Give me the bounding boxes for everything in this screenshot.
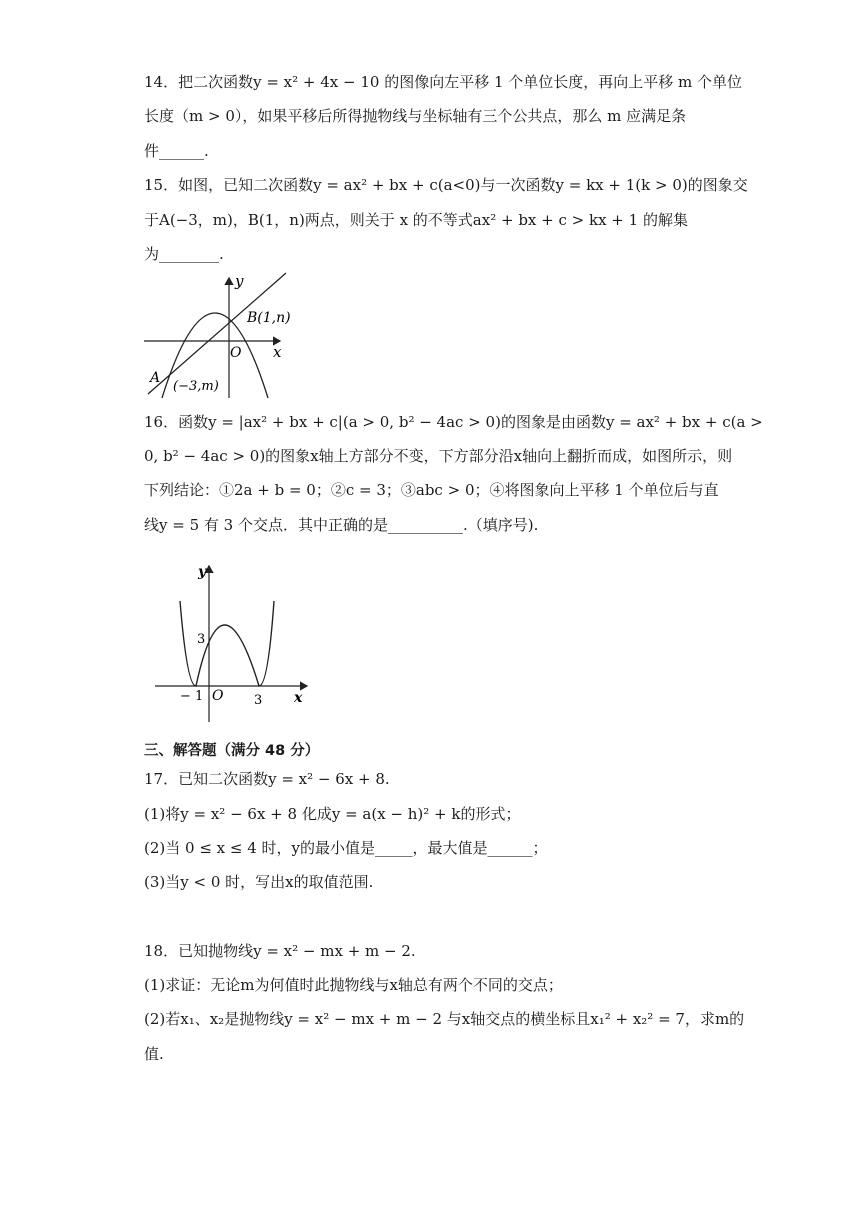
q15-point-b-label: B(1,n): [247, 310, 291, 326]
q14-line-2: 长度（m > 0），如果平移后所得抛物线与坐标轴有三个公共点，那么 m 应满足条: [144, 107, 687, 125]
q16-figure: [150, 560, 315, 725]
q15-line-2: 于A(−3，m)，B(1，n)两点，则关于 x 的不等式ax² + bx + c > kx + 1 的解集: [144, 211, 688, 229]
q15-y-label: y: [235, 272, 244, 290]
q15-figure: [140, 270, 300, 400]
q16-neg-one-label: − 1: [180, 689, 204, 704]
q15-line-1: 15．如图，已知二次函数y = ax² + bx + c(a<0)与一次函数y = kx + 1(k > 0)的图象交: [144, 176, 748, 194]
q18-part-1: (1)求证：无论m为何值时此抛物线与x轴总有两个不同的交点；: [144, 976, 563, 994]
q16-line-1: 16．函数y = |ax² + bx + c|(a > 0, b² − 4ac > 0)的图象是由函数y = ax² + bx + c(a >: [144, 413, 763, 431]
q17-line-1: 17．已知二次函数y = x² − 6x + 8.: [144, 770, 390, 788]
q15-line-graph: [148, 273, 286, 394]
q18-line-1: 18．已知抛物线y = x² − mx + m − 2.: [144, 942, 416, 960]
q14-line-3: 件______.: [144, 142, 209, 160]
q16-y-three-label: 3: [197, 632, 206, 647]
q17-part-2: (2)当 0 ≤ x ≤ 4 时，y的最小值是_____，最大值是______；: [144, 839, 548, 857]
q15-origin-label: O: [230, 345, 242, 361]
q15-point-a-label: A: [150, 370, 161, 386]
q15-x-label: x: [273, 343, 282, 361]
q16-line-3: 下列结论：①2a + b = 0；②c = 3；③abc > 0；④将图象向上平移 1 个单位后与直: [144, 481, 719, 499]
q18-part-2: (2)若x₁、x₂是抛物线y = x² − mx + m − 2 与x轴交点的横坐标且x₁² + x₂² = 7，求m的: [144, 1010, 745, 1028]
q14-line-1: 14．把二次函数y = x² + 4x − 10 的图像向左平移 1 个单位长度，再向上平移 m 个单位: [144, 73, 743, 91]
q16-line-4: 线y = 5 有 3 个交点．其中正确的是__________.（填序号).: [144, 516, 539, 534]
q17-part-1: (1)将y = x² − 6x + 8 化成y = a(x − h)² + k的形式；: [144, 805, 521, 823]
q16-y-label: y: [198, 564, 207, 580]
q16-origin-label: O: [212, 688, 224, 704]
q16-x-label: x: [294, 690, 303, 706]
q17-part-3: (3)当y < 0 时，写出x的取值范围.: [144, 873, 374, 891]
q16-abs-curve: [180, 601, 274, 686]
q15-line-3: 为________.: [144, 245, 224, 263]
section-heading: 三、解答题（满分 48 分）: [144, 743, 320, 759]
q16-x-three-label: 3: [254, 693, 263, 708]
q18-part-2-continued: 值.: [144, 1045, 164, 1063]
q15-point-a-coord: (−3,m): [173, 379, 219, 394]
q16-line-2: 0, b² − 4ac > 0)的图象x轴上方部分不变，下方部分沿x轴向上翻折而成，如图所示，则: [144, 447, 733, 465]
